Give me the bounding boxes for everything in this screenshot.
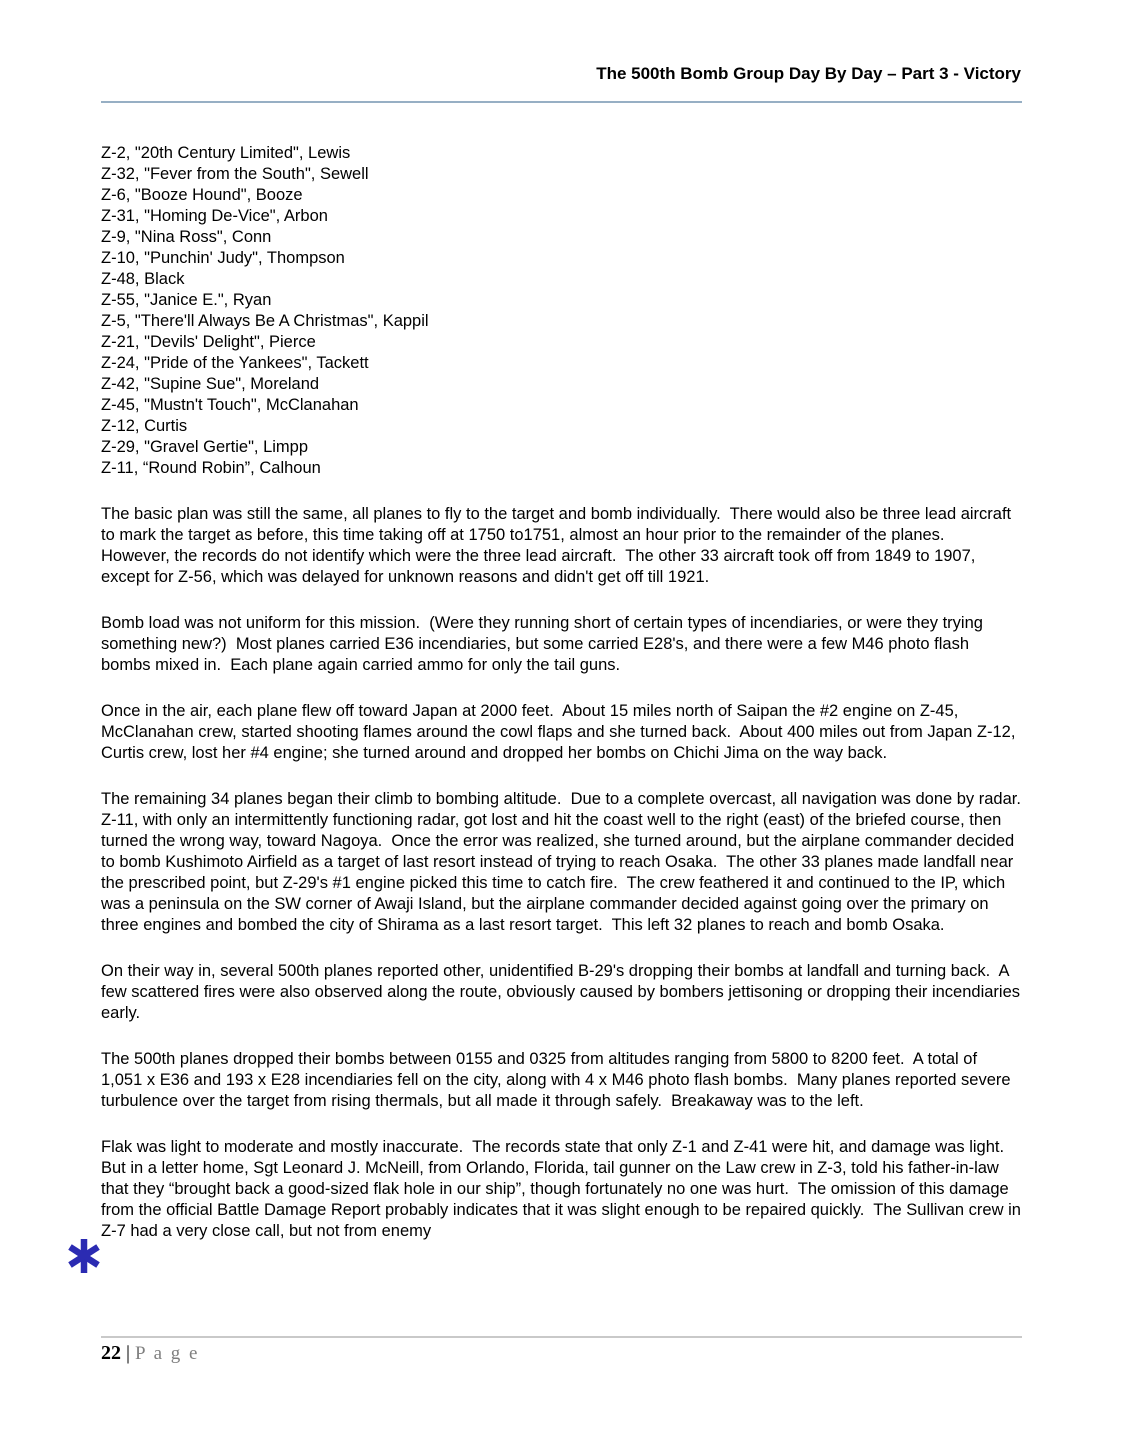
- aircraft-list-item: Z-21, "Devils' Delight", Pierce: [101, 333, 316, 351]
- aircraft-list-item: Z-5, "There'll Always Be A Christmas", Kappil: [101, 312, 429, 330]
- aircraft-list-item: Z-6, "Booze Hound", Booze: [101, 186, 303, 204]
- aircraft-list-item: Z-32, "Fever from the South", Sewell: [101, 165, 369, 183]
- aircraft-list-item: Z-2, "20th Century Limited", Lewis: [101, 144, 351, 162]
- body-paragraph: On their way in, several 500th planes reported other, unidentified B-29's dropping their bombs at landfall and turning back. A few scattered fires were also observed along the route, obviously caused by bombers jettisoning or dropping their incendiaries early.: [101, 962, 1025, 1022]
- body-paragraph: The basic plan was still the same, all planes to fly to the target and bomb individually. There would also be three lead aircraft to mark the target as before, this time taking off at 1750 to1751, almost an hour prior to the remainder of the planes. However, the records do not identify which were the three lead aircraft. The other 33 aircraft took off from 1849 to 1907, except for Z-56, which was delayed for unknown reasons and didn't get off till 1921.: [101, 505, 1016, 586]
- aircraft-list-item: Z-12, Curtis: [101, 417, 188, 435]
- aircraft-list-item: Z-31, "Homing De-Vice", Arbon: [101, 207, 328, 225]
- body-paragraph: The remaining 34 planes began their climb to bombing altitude. Due to a complete overcast, all navigation was done by radar. Z-11, with only an intermittently functioning radar, got lost and hit the coast well to the right (east) of the briefed course, then turned the wrong way, toward Nagoya. Once the error was realized, she turned around, but the airplane commander decided to bomb Kushimoto Airfield as a target of last resort instead of trying to reach Osaka. The other 33 planes made landfall near the prescribed point, but Z-29's #1 engine picked this time to catch fire. The crew feathered it and continued to the IP, which was a peninsula on the SW corner of Awaji Island, but the airplane commander decided against going over the primary on three engines and bombed the city of Shirama as a last resort target. This left 32 planes to reach and bomb Osaka.: [101, 790, 1031, 934]
- footer-rule: [101, 1336, 1022, 1338]
- footer-page-label: P a g e: [135, 1343, 200, 1364]
- asterisk-icon: [67, 1237, 101, 1275]
- aircraft-list: [101, 143, 1021, 479]
- body-paragraph: Flak was light to moderate and mostly inaccurate. The records state that only Z-1 and Z-41 were hit, and damage was light. But in a letter home, Sgt Leonard J. McNeill, from Orlando, Florida, tail gunner on the Law crew in Z-3, told his father-in-law that they “brought back a good-sized flak hole in our ship”, though fortunately no one was hurt. The omission of this damage from the official Battle Damage Report probably indicates that it was slight enough to be repaired quickly. The Sullivan crew in Z-7 had a very close call, but not from enemy: [101, 1138, 1026, 1240]
- aircraft-list-item: Z-9, "Nina Ross", Conn: [101, 228, 272, 246]
- body-paragraph: The 500th planes dropped their bombs between 0155 and 0325 from altitudes ranging from 5800 to 8200 feet. A total of 1,051 x E36 and 193 x E28 incendiaries fell on the city, along with 4 x M46 photo flash bombs. Many planes reported severe turbulence over the target from rising thermals, but all made it through safely. Breakaway was to the left.: [101, 1050, 1016, 1110]
- body-paragraphs: [101, 504, 1031, 1242]
- page-header-title: The 500th Bomb Group Day By Day – Part 3 - Victory: [596, 64, 1021, 83]
- aircraft-list-item: Z-11, “Round Robin”, Calhoun: [101, 459, 321, 477]
- footer-separator: |: [126, 1342, 131, 1364]
- page-footer: [101, 1342, 200, 1365]
- aircraft-list-item: Z-10, "Punchin' Judy", Thompson: [101, 249, 345, 267]
- body-paragraph: Bomb load was not uniform for this mission. (Were they running short of certain types of incendiaries, or were they trying something new?) Most planes carried E36 incendiaries, but some carried E28's, and there were a few M46 photo flash bombs mixed in. Each plane again carried ammo for only the tail guns.: [101, 614, 988, 674]
- header-rule: [101, 101, 1022, 103]
- aircraft-list-item: Z-55, "Janice E.", Ryan: [101, 291, 272, 309]
- aircraft-list-item: Z-48, Black: [101, 270, 185, 288]
- aircraft-list-item: Z-42, "Supine Sue", Moreland: [101, 375, 320, 393]
- aircraft-list-item: Z-24, "Pride of the Yankees", Tackett: [101, 354, 369, 372]
- aircraft-list-item: Z-45, "Mustn't Touch", McClanahan: [101, 396, 359, 414]
- page-body: [101, 143, 1031, 1242]
- body-paragraph: Once in the air, each plane flew off toward Japan at 2000 feet. About 15 miles north of Saipan the #2 engine on Z-45, McClanahan crew, started shooting flames around the cowl flaps and she turned back. About 400 miles out from Japan Z-12, Curtis crew, lost her #4 engine; she turned around and dropped her bombs on Chichi Jima on the way back.: [101, 702, 1021, 762]
- aircraft-list-item: Z-29, "Gravel Gertie", Limpp: [101, 438, 309, 456]
- page-number: 22: [101, 1342, 121, 1364]
